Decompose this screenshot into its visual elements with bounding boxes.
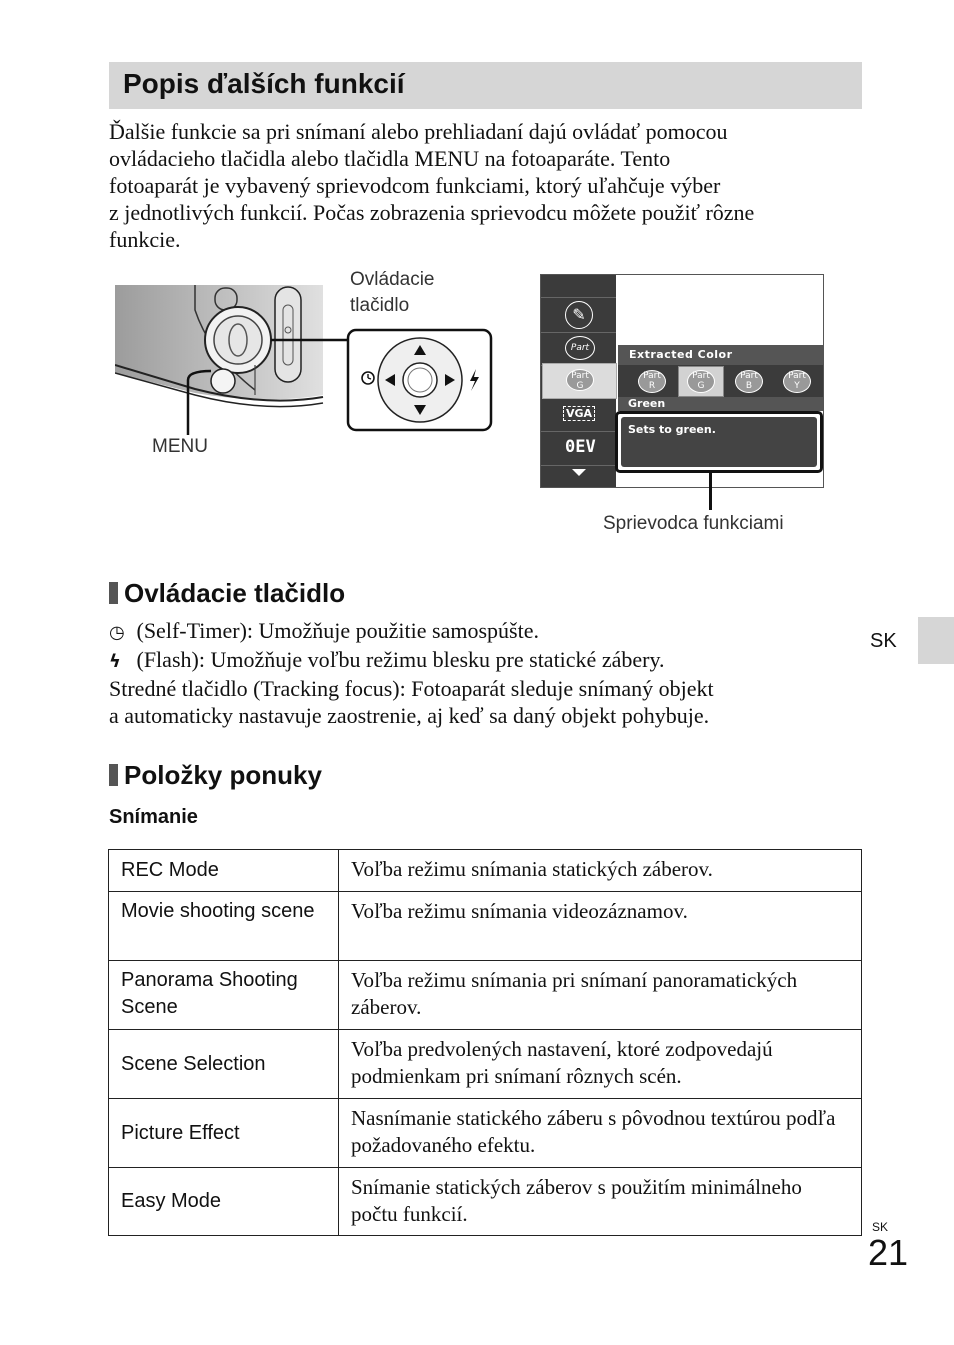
- brush-icon: ✎: [565, 301, 593, 329]
- selection-name: Green: [628, 397, 666, 410]
- lcd-menu-item: [541, 331, 616, 366]
- description-line: a automaticky nastavuje zaostrenie, aj keď sa daný objekt pohybuje.: [109, 703, 710, 728]
- scroll-down-icon: [572, 469, 586, 476]
- menu-item-description: Voľba režimu snímania pri snímaní panoramatických záberov.: [339, 961, 862, 1030]
- function-guide-label: Sprievodca funkciami: [603, 513, 784, 534]
- intro-line: ovládacieho tlačidla alebo tlačidla MENU na fotoaparáte. Tento: [109, 146, 671, 171]
- function-guide-text: Sets to green.: [628, 423, 716, 436]
- control-description: [109, 617, 714, 729]
- color-option-b-icon: Part B: [735, 370, 763, 393]
- section-heading-menu: Položky ponuky: [109, 760, 322, 791]
- menu-item-name: Scene Selection: [109, 1030, 339, 1099]
- part-color-icon: Part: [565, 336, 595, 360]
- lcd-submenu-header: [618, 345, 823, 365]
- description-line: ϟ (Flash): Umožňuje voľbu režimu blesku pre statické zábery.: [109, 646, 714, 675]
- table-row: [109, 1030, 862, 1099]
- guide-pointer-line: [709, 472, 712, 510]
- color-option-y-icon: Part Y: [783, 370, 811, 393]
- menu-item-name: Movie shooting scene: [109, 892, 339, 961]
- page-language: SK: [872, 1220, 889, 1234]
- part-color-icon: Part G: [566, 369, 594, 391]
- table-row: [109, 1168, 862, 1236]
- table-row: [109, 961, 862, 1030]
- color-option-g-icon: Part G: [687, 370, 715, 393]
- description-line: ◷ (Self-Timer): Umožňuje použitie samospúšte.: [109, 617, 714, 646]
- flash-icon: ϟ: [109, 651, 121, 672]
- table-row: [109, 1099, 862, 1168]
- menu-item-name: Picture Effect: [109, 1099, 339, 1168]
- language-side-tab: [918, 617, 954, 664]
- page-number: 21: [868, 1232, 909, 1273]
- image-size-icon: VGA: [563, 406, 595, 421]
- language-tab-label: SK: [870, 630, 897, 652]
- title-bar: [109, 62, 862, 109]
- intro-line: Ďalšie funkcie sa pri snímaní alebo prehliadaní dajú ovládať pomocou: [109, 119, 728, 144]
- lcd-menu-item: [541, 431, 616, 466]
- control-button-label: tlačidlo: [350, 295, 410, 316]
- submenu-title: Extracted Color: [629, 348, 733, 361]
- menu-item-description: Voľba režimu snímania videozáznamov.: [339, 892, 862, 961]
- table-row: [109, 850, 862, 892]
- menu-item-description: Snímanie statických záberov s použitím minimálneho počtu funkcií.: [339, 1168, 862, 1236]
- exposure-icon: 0EV: [565, 437, 596, 457]
- lcd-menu-item: [541, 399, 616, 432]
- lcd-menu-item-selected: [542, 363, 617, 399]
- heading-marker: [109, 764, 118, 786]
- function-guide-box: [615, 411, 823, 473]
- camera-lcd-screen: [540, 274, 824, 488]
- control-button-label: Ovládacie: [350, 269, 435, 290]
- description-line: Stredné tlačidlo (Tracking focus): Fotoaparát sleduje snímaný objekt: [109, 676, 714, 701]
- menu-button-label: MENU: [152, 436, 208, 457]
- menu-item-name: Panorama Shooting Scene: [109, 961, 339, 1030]
- menu-item-name: Easy Mode: [109, 1168, 339, 1236]
- lcd-menu-item: [541, 297, 616, 333]
- intro-line: funkcie.: [109, 227, 181, 252]
- menu-item-description: Voľba predvolených nastavení, ktoré zodpovedajú podmienkam pri snímaní rôznych scén.: [339, 1030, 862, 1099]
- subheading-shooting: Snímanie: [109, 806, 198, 828]
- table-row: [109, 892, 862, 961]
- heading-marker: [109, 582, 118, 604]
- lcd-color-options: [618, 365, 823, 397]
- color-option-r-icon: Part R: [638, 370, 666, 393]
- menu-item-description: Nasnímanie statického záberu s pôvodnou textúrou podľa požadovaného efektu.: [339, 1099, 862, 1168]
- menu-items-table: [108, 849, 862, 1236]
- self-timer-icon: ◷: [109, 622, 125, 643]
- section-heading-control: Ovládacie tlačidlo: [109, 578, 345, 609]
- page-title: Popis ďalších funkcií: [123, 68, 405, 99]
- intro-line: z jednotlivých funkcií. Počas zobrazenia sprievodcu môžete použiť rôzne: [109, 200, 755, 225]
- lcd-selection-strip: [618, 397, 823, 411]
- menu-item-description: Voľba režimu snímania statických záberov.: [339, 850, 862, 892]
- intro-paragraph: [109, 118, 869, 253]
- intro-line: fotoaparát je vybavený sprievodcom funkciami, ktorý uľahčuje výber: [109, 173, 721, 198]
- menu-item-name: REC Mode: [109, 850, 339, 892]
